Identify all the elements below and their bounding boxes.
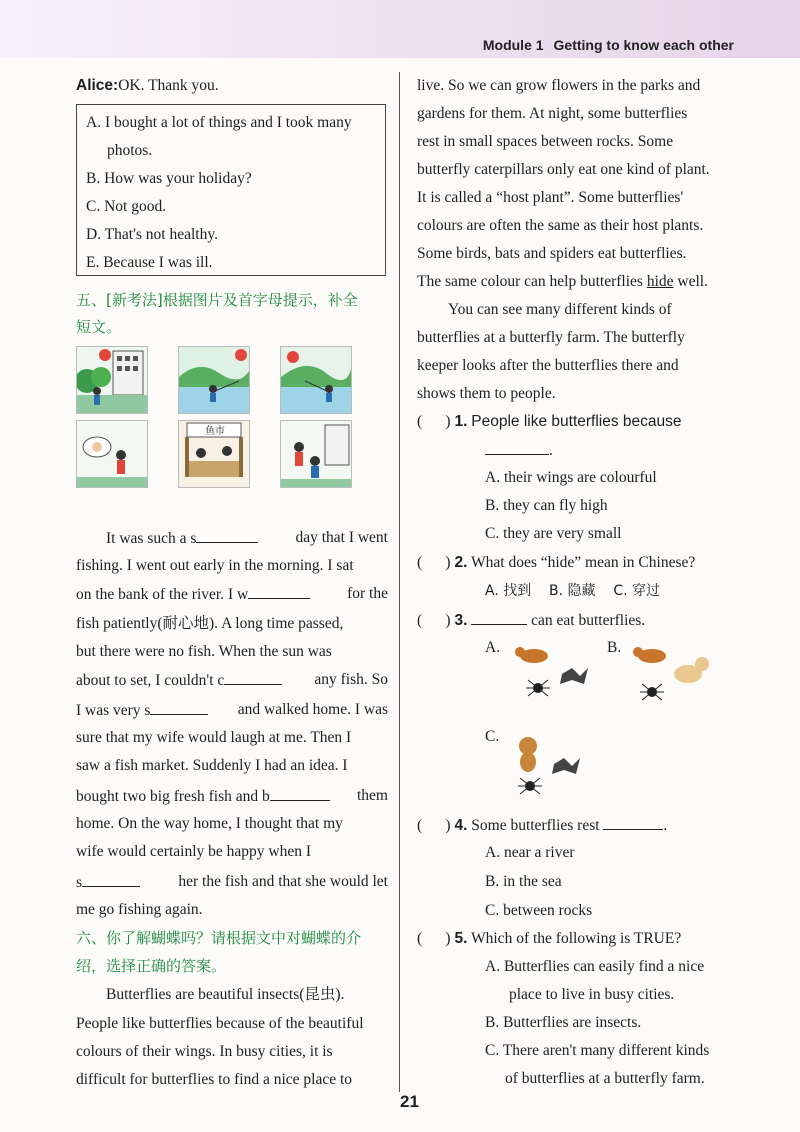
passage-line: keeper looks after the butterflies there and bbox=[417, 357, 679, 374]
speaker: Alice: bbox=[76, 77, 119, 94]
answer-paren[interactable]: ( ) bbox=[417, 413, 451, 430]
cloze-text: on the bank of the river. I w bbox=[76, 586, 249, 603]
q2-option-c[interactable]: C. 穿过 bbox=[613, 583, 661, 599]
answer-blank[interactable] bbox=[82, 872, 140, 887]
answer-blank[interactable] bbox=[224, 670, 282, 685]
picture-6 bbox=[280, 420, 352, 488]
cloze-text: any fish. So bbox=[314, 671, 388, 688]
q5-option-a[interactable]: A. Butterflies can easily find a nice bbox=[485, 958, 705, 975]
q5-stem: Which of the following is TRUE? bbox=[471, 930, 682, 947]
cloze-text: about to set, I couldn't c bbox=[76, 672, 225, 689]
cloze-text: s bbox=[76, 874, 83, 891]
passage-text: The same colour can help butterflies bbox=[417, 273, 643, 290]
q5-row bbox=[417, 929, 681, 949]
cloze-text: her the fish and that she would let bbox=[178, 873, 388, 890]
q4-option-a[interactable]: A. near a river bbox=[485, 844, 575, 861]
option-c: C. Not good. bbox=[86, 198, 167, 215]
cloze-line-13 bbox=[76, 872, 388, 893]
passage-line: live. So we can grow flowers in the parks and bbox=[417, 77, 701, 94]
dialogue-text: OK. Thank you. bbox=[118, 77, 219, 94]
q5-option-b[interactable]: B. Butterflies are insects. bbox=[485, 1014, 642, 1031]
cloze-line-10 bbox=[76, 786, 388, 807]
option-b: B. How was your holiday? bbox=[86, 170, 252, 187]
answer-blank[interactable] bbox=[196, 528, 258, 543]
q3-stem: can eat butterflies. bbox=[531, 612, 646, 629]
section6-title: 六、你了解蝴蝶吗？请根据文中对蝴蝶的介 bbox=[76, 929, 362, 947]
fishing-river-illustration bbox=[179, 347, 249, 413]
passage-line: shows them to people. bbox=[417, 385, 556, 402]
page-header bbox=[0, 0, 800, 58]
cloze-line-7 bbox=[76, 700, 388, 721]
cloze-line-1 bbox=[76, 528, 388, 549]
passage-line-hide bbox=[417, 272, 708, 292]
q1-option-a[interactable]: A. their wings are colourful bbox=[485, 469, 657, 486]
cloze-text: for the bbox=[347, 585, 388, 602]
cloze-text: day that I went bbox=[295, 529, 388, 546]
picture-5 bbox=[178, 420, 250, 488]
option-e: E. Because I was ill. bbox=[86, 254, 213, 271]
passage-line: rest in small spaces between rocks. Some bbox=[417, 133, 674, 150]
header-text bbox=[483, 37, 734, 53]
cloze-line-6 bbox=[76, 670, 388, 691]
answer-paren[interactable]: ( ) bbox=[417, 817, 451, 834]
answer-blank[interactable] bbox=[270, 786, 330, 801]
answer-paren[interactable]: ( ) bbox=[417, 612, 451, 629]
cloze-text: bought two big fresh fish and b bbox=[76, 788, 270, 805]
q3-row bbox=[417, 610, 645, 631]
spider-icon bbox=[518, 778, 542, 794]
cloze-line-8: sure that my wife would laugh at me. Then I bbox=[76, 729, 352, 746]
q3-option-b-label[interactable]: B. bbox=[607, 639, 622, 656]
picture-2 bbox=[178, 346, 250, 414]
picture-4 bbox=[76, 420, 148, 488]
module-title: Getting to know each other bbox=[553, 37, 734, 53]
page-number: 21 bbox=[400, 1092, 419, 1111]
q4-stem: Some butterflies rest bbox=[471, 817, 600, 834]
section6-title-cont: 绍，选择正确的答案。 bbox=[76, 957, 227, 975]
dialogue-line bbox=[76, 76, 219, 96]
q3-option-a-image bbox=[508, 640, 590, 710]
passage-line: People like butterflies because of the beautiful bbox=[76, 1015, 364, 1032]
sunny-town-illustration bbox=[77, 347, 147, 413]
q1-option-c[interactable]: C. they are very small bbox=[485, 525, 622, 542]
cloze-text: them bbox=[357, 787, 388, 804]
passage-line: You can see many different kinds of bbox=[448, 301, 672, 318]
passage-line: Butterflies are beautiful insects(昆虫). bbox=[106, 986, 345, 1003]
q4-row: ( ) 4. Some butterflies rest . bbox=[417, 817, 668, 834]
q2-option-a[interactable]: A. 找到 bbox=[485, 583, 532, 599]
column-divider bbox=[399, 72, 400, 1092]
answer-paren[interactable]: ( ) bbox=[417, 554, 451, 571]
q2-option-b[interactable]: B. 隐藏 bbox=[549, 583, 596, 599]
passage-line: colours are often the same as their host plants. bbox=[417, 217, 704, 234]
passage-line: butterflies at a butterfly farm. The butterfly bbox=[417, 329, 685, 346]
cloze-text: It was such a s bbox=[106, 530, 197, 547]
q1-blank-row: . bbox=[485, 440, 553, 461]
cloze-line-12: wife would certainly be happy when I bbox=[76, 843, 312, 860]
dog-icon bbox=[674, 657, 709, 683]
passage-line: It is called a “host plant”. Some butterflies' bbox=[417, 189, 684, 206]
cloze-line-4: fish patiently(耐心地). A long time passed, bbox=[76, 615, 344, 632]
q5-option-c-cont: of butterflies at a butterfly farm. bbox=[505, 1070, 705, 1087]
q2-options bbox=[485, 581, 660, 601]
answer-blank[interactable] bbox=[471, 610, 527, 625]
sad-walk-home-illustration bbox=[77, 421, 147, 487]
hide-word: hide bbox=[646, 273, 674, 290]
passage-text: well. bbox=[677, 273, 708, 290]
passage-line: Some birds, bats and spiders eat butterflies. bbox=[417, 245, 687, 262]
picture-1 bbox=[76, 346, 148, 414]
monkey-icon bbox=[519, 737, 537, 772]
q4-option-b[interactable]: B. in the sea bbox=[485, 873, 562, 890]
sunset-fishing-illustration bbox=[281, 347, 351, 413]
q1-row bbox=[417, 412, 682, 432]
q3-option-b-image bbox=[630, 640, 712, 710]
option-a: A. I bought a lot of things and I took many bbox=[86, 114, 352, 131]
q3-option-c-label[interactable]: C. bbox=[485, 728, 500, 745]
cloze-line-5: but there were no fish. When the sun was bbox=[76, 643, 332, 660]
answer-paren[interactable]: ( ) bbox=[417, 930, 451, 947]
cloze-line-2: fishing. I went out early in the morning. I sat bbox=[76, 557, 354, 574]
q2-row bbox=[417, 553, 695, 573]
q2-number: 2. bbox=[454, 554, 468, 571]
market-sign: 鱼市 bbox=[205, 426, 225, 437]
spider-icon bbox=[526, 680, 550, 696]
fish-market-illustration bbox=[179, 421, 249, 487]
cloze-line-9: saw a fish market. Suddenly I had an idea. I bbox=[76, 757, 348, 774]
passage-line: difficult for butterflies to find a nice place to bbox=[76, 1071, 353, 1088]
answer-blank[interactable] bbox=[150, 700, 208, 715]
q2-stem: What does “hide” mean in Chinese? bbox=[471, 554, 696, 571]
q4-option-c[interactable]: C. between rocks bbox=[485, 902, 593, 919]
option-d: D. That's not healthy. bbox=[86, 226, 218, 243]
module-label: Module 1 bbox=[482, 37, 544, 53]
passage-line: colours of their wings. In busy cities, it is bbox=[76, 1043, 333, 1060]
q3-option-c-image bbox=[508, 730, 590, 800]
cloze-line-3 bbox=[76, 584, 388, 605]
q5-number: 5. bbox=[454, 930, 468, 947]
option-a-cont: photos. bbox=[107, 142, 153, 159]
bat-icon bbox=[552, 758, 580, 774]
passage-line: butterfly caterpillars only eat one kind of plant. bbox=[417, 161, 710, 178]
q1-number: 1. bbox=[454, 413, 468, 430]
cloze-line-11: home. On the way home, I thought that my bbox=[76, 815, 343, 832]
q5-option-c[interactable]: C. There aren't many different kinds bbox=[485, 1042, 710, 1059]
section5-title: 五、[新考法]根据图片及首字母提示，补全 bbox=[76, 291, 358, 309]
section5-title-cont: 短文。 bbox=[76, 318, 122, 336]
cloze-text: I was very s bbox=[76, 702, 151, 719]
cloze-text: and walked home. I was bbox=[237, 701, 388, 718]
answer-blank[interactable] bbox=[248, 584, 310, 599]
passage-line: gardens for them. At night, some butterflies bbox=[417, 105, 688, 122]
q3-option-a-label[interactable]: A. bbox=[485, 639, 501, 656]
q1-option-b[interactable]: B. they can fly high bbox=[485, 497, 608, 514]
answer-blank[interactable] bbox=[603, 815, 663, 830]
picture-3 bbox=[280, 346, 352, 414]
bat-icon bbox=[560, 668, 588, 684]
spider-icon bbox=[640, 684, 664, 700]
q3-number: 3. bbox=[454, 612, 468, 629]
q1-stem: People like butterflies because bbox=[471, 413, 682, 430]
q4-number: 4. bbox=[454, 817, 468, 834]
cloze-line-14: me go fishing again. bbox=[76, 901, 203, 918]
answer-blank[interactable] bbox=[485, 440, 549, 455]
q5-option-a-cont: place to live in busy cities. bbox=[509, 986, 675, 1003]
carry-fish-home-illustration bbox=[281, 421, 351, 487]
